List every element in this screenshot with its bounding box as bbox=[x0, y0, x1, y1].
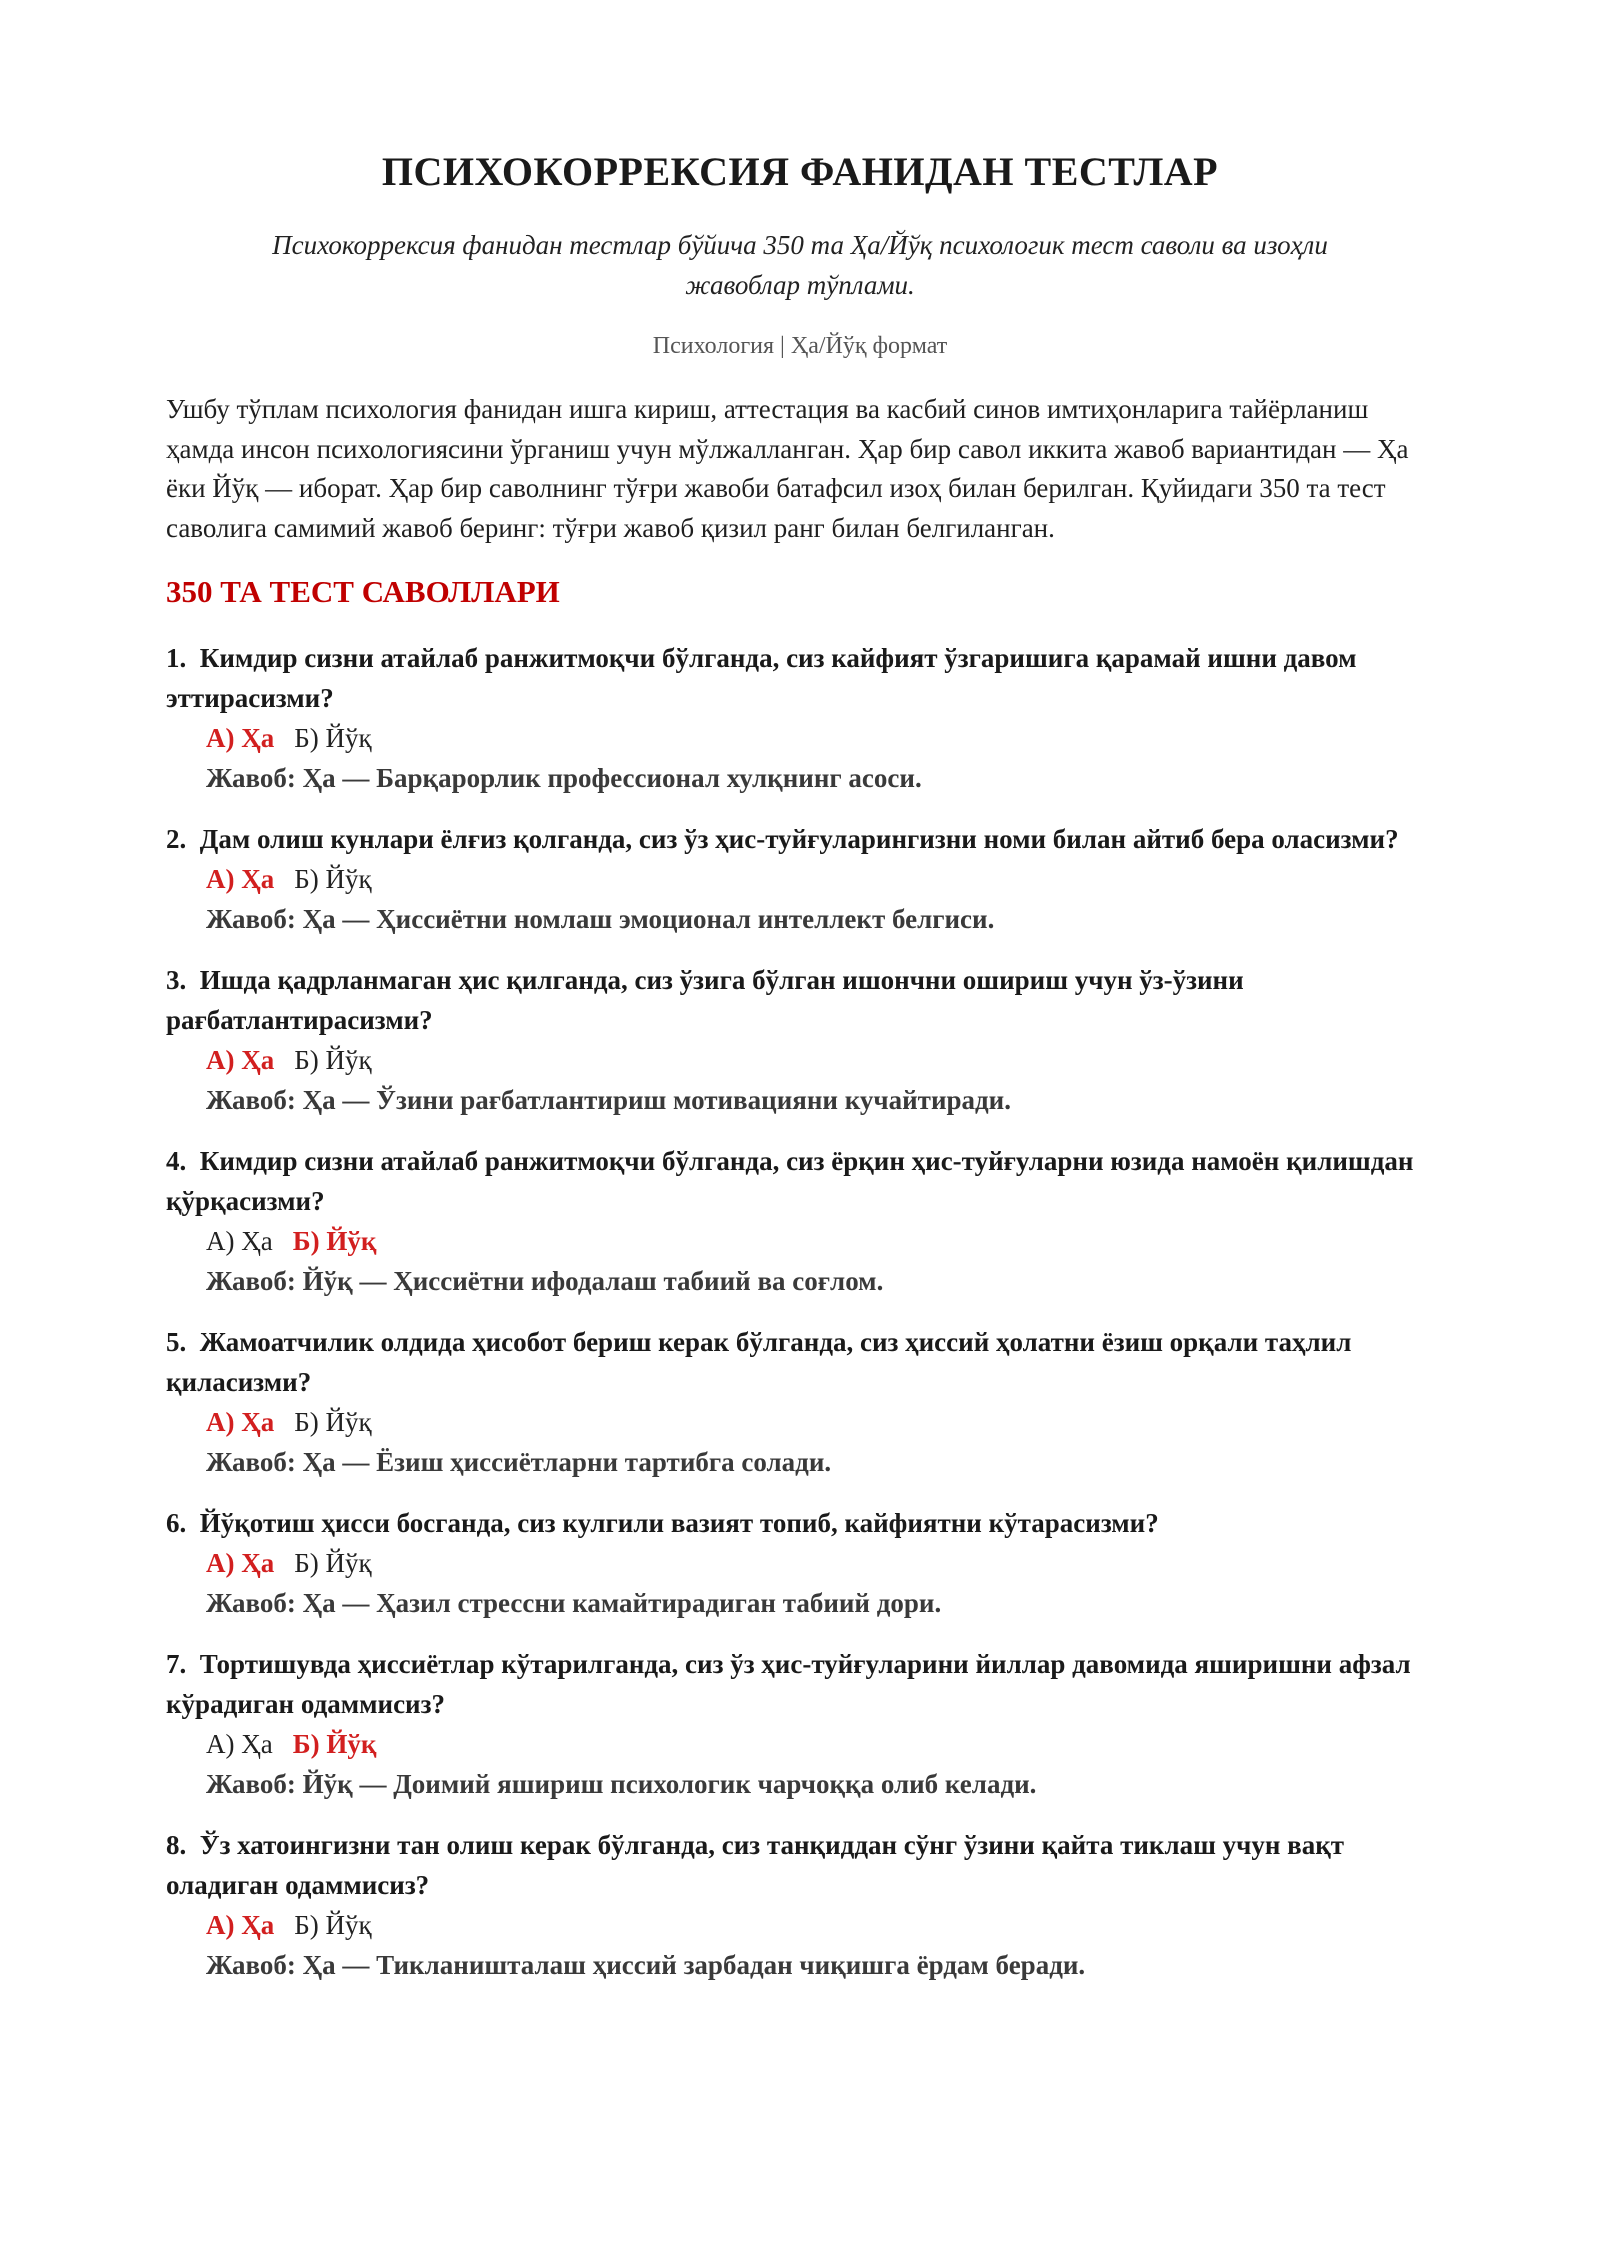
option-a: А) Ҳа bbox=[206, 864, 275, 894]
option-b: Б) Йўқ bbox=[294, 864, 372, 894]
answer-explanation: Жавоб: Ҳа — Ўзини рағбатлантириш мотивацияни кучайтиради. bbox=[206, 1085, 1011, 1115]
question-text bbox=[166, 1141, 1434, 1221]
option-b: Б) Йўқ bbox=[294, 723, 372, 753]
options-row bbox=[166, 1543, 1434, 1583]
question-number: 6. bbox=[166, 1508, 187, 1538]
options-row bbox=[166, 1221, 1434, 1261]
question-number: 1. bbox=[166, 643, 187, 673]
options-row bbox=[166, 718, 1434, 758]
document-meta: Психология | Ҳа/Йўқ формат bbox=[652, 333, 948, 359]
document-title: ПСИХОКОРРЕКСИЯ ФАНИДАН ТЕСТЛАР bbox=[381, 149, 1219, 194]
document-subtitle: Психокоррексия фанидан тестлар бўйича 350 та Ҳа/Йўқ психологик тест саволи ва изоҳли жавоблар тўплами. bbox=[272, 230, 1328, 300]
option-b: Б) Йўқ bbox=[294, 1548, 372, 1578]
question-text bbox=[166, 638, 1434, 718]
question-text bbox=[166, 819, 1434, 859]
option-a: А) Ҳа bbox=[206, 1729, 273, 1759]
question-number: 2. bbox=[166, 824, 187, 854]
options-row bbox=[166, 1040, 1434, 1080]
option-a: А) Ҳа bbox=[206, 1910, 275, 1940]
option-b: Б) Йўқ bbox=[292, 1226, 377, 1256]
question-item bbox=[166, 1503, 1434, 1623]
question-number: 5. bbox=[166, 1327, 187, 1357]
answer-explanation: Жавоб: Йўқ — Ҳиссиётни ифодалаш табиий ва соғлом. bbox=[206, 1266, 884, 1296]
option-a: А) Ҳа bbox=[206, 723, 275, 753]
question-item bbox=[166, 1825, 1434, 1985]
question-number: 3. bbox=[166, 965, 187, 995]
question-text bbox=[166, 1503, 1434, 1543]
question-body: Ўз хатоингизни тан олиш керак бўлганда, сиз танқиддан сўнг ўзини қайта тиклаш учун вақт оладиган одаммисиз? bbox=[166, 1830, 1345, 1900]
option-a: А) Ҳа bbox=[206, 1548, 275, 1578]
answer-explanation: Жавоб: Йўқ — Доимий яшириш психологик чарчоққа олиб келади. bbox=[206, 1769, 1037, 1799]
section-heading: 350 ТА ТЕСТ САВОЛЛАРИ bbox=[166, 574, 560, 609]
question-text bbox=[166, 1825, 1434, 1905]
question-list bbox=[166, 638, 1434, 1985]
option-a: А) Ҳа bbox=[206, 1407, 275, 1437]
question-text bbox=[166, 960, 1434, 1040]
option-a: А) Ҳа bbox=[206, 1045, 275, 1075]
answer-explanation: Жавоб: Ҳа — Тикланишталаш ҳиссий зарбадан чиқишга ёрдам беради. bbox=[206, 1950, 1086, 1980]
question-number: 7. bbox=[166, 1649, 187, 1679]
question-body: Ишда қадрланмаган ҳис қилганда, сиз ўзига бўлган ишончни ошириш учун ўз-ўзини рағбатлантирасизми? bbox=[166, 965, 1244, 1035]
options-row bbox=[166, 859, 1434, 899]
question-body: Йўқотиш ҳисси босганда, сиз кулгили вазият топиб, кайфиятни кўтарасизми? bbox=[199, 1508, 1159, 1538]
question-body: Дам олиш кунлари ёлғиз қолганда, сиз ўз ҳис-туйғуларингизни номи билан айтиб бера оласизми? bbox=[199, 824, 1399, 854]
question-number: 8. bbox=[166, 1830, 187, 1860]
intro-paragraph: Ушбу тўплам психология фанидан ишга кириш, аттестация ва касбий синов имтиҳонларига тайёрланиш ҳамда инсон психологиясини ўрганиш учун мўлжалланган. Ҳар бир савол иккита жавоб вариантидан — Ҳа ёки Йўқ — иборат. Ҳар бир саволнинг тўғри жавоби батафсил изоҳ билан берилган. Қуйидаги 350 та тест саволига самимий жавоб беринг: тўғри жавоб қизил ранг билан белгиланган. bbox=[166, 394, 1409, 543]
question-item bbox=[166, 1644, 1434, 1804]
question-item bbox=[166, 1141, 1434, 1301]
option-b: Б) Йўқ bbox=[294, 1407, 372, 1437]
question-body: Кимдир сизни атайлаб ранжитмоқчи бўлганда, сиз кайфият ўзгаришига қарамай ишни давом эттирасизми? bbox=[166, 643, 1357, 713]
option-b: Б) Йўқ bbox=[294, 1045, 372, 1075]
question-item bbox=[166, 960, 1434, 1120]
question-text bbox=[166, 1322, 1434, 1402]
question-item bbox=[166, 638, 1434, 798]
answer-explanation: Жавоб: Ҳа — Ҳиссиётни номлаш эмоционал интеллект белгиси. bbox=[206, 904, 995, 934]
option-a: А) Ҳа bbox=[206, 1226, 273, 1256]
option-b: Б) Йўқ bbox=[292, 1729, 377, 1759]
question-body: Кимдир сизни атайлаб ранжитмоқчи бўлганда, сиз ёрқин ҳис-туйғуларни юзида намоён қилишдан қўрқасизми? bbox=[166, 1146, 1414, 1216]
question-item bbox=[166, 1322, 1434, 1482]
question-body: Тортишувда ҳиссиётлар кўтарилганда, сиз ўз ҳис-туйғуларини йиллар давомида яширишни афзал кўрадиган одаммисиз? bbox=[166, 1649, 1411, 1719]
answer-explanation: Жавоб: Ҳа — Ҳазил стрессни камайтирадиган табиий дори. bbox=[206, 1588, 942, 1618]
options-row bbox=[166, 1905, 1434, 1945]
question-number: 4. bbox=[166, 1146, 187, 1176]
option-b: Б) Йўқ bbox=[294, 1910, 372, 1940]
options-row bbox=[166, 1724, 1434, 1764]
question-text bbox=[166, 1644, 1434, 1724]
answer-explanation: Жавоб: Ҳа — Ёзиш ҳиссиётларни тартибга солади. bbox=[206, 1447, 832, 1477]
question-item bbox=[166, 819, 1434, 939]
question-body: Жамоатчилик олдида ҳисобот бериш керак бўлганда, сиз ҳиссий ҳолатни ёзиш орқали таҳлил қиласизми? bbox=[166, 1327, 1352, 1397]
answer-explanation: Жавоб: Ҳа — Барқарорлик профессионал хулқнинг асоси. bbox=[206, 763, 922, 793]
options-row bbox=[166, 1402, 1434, 1442]
